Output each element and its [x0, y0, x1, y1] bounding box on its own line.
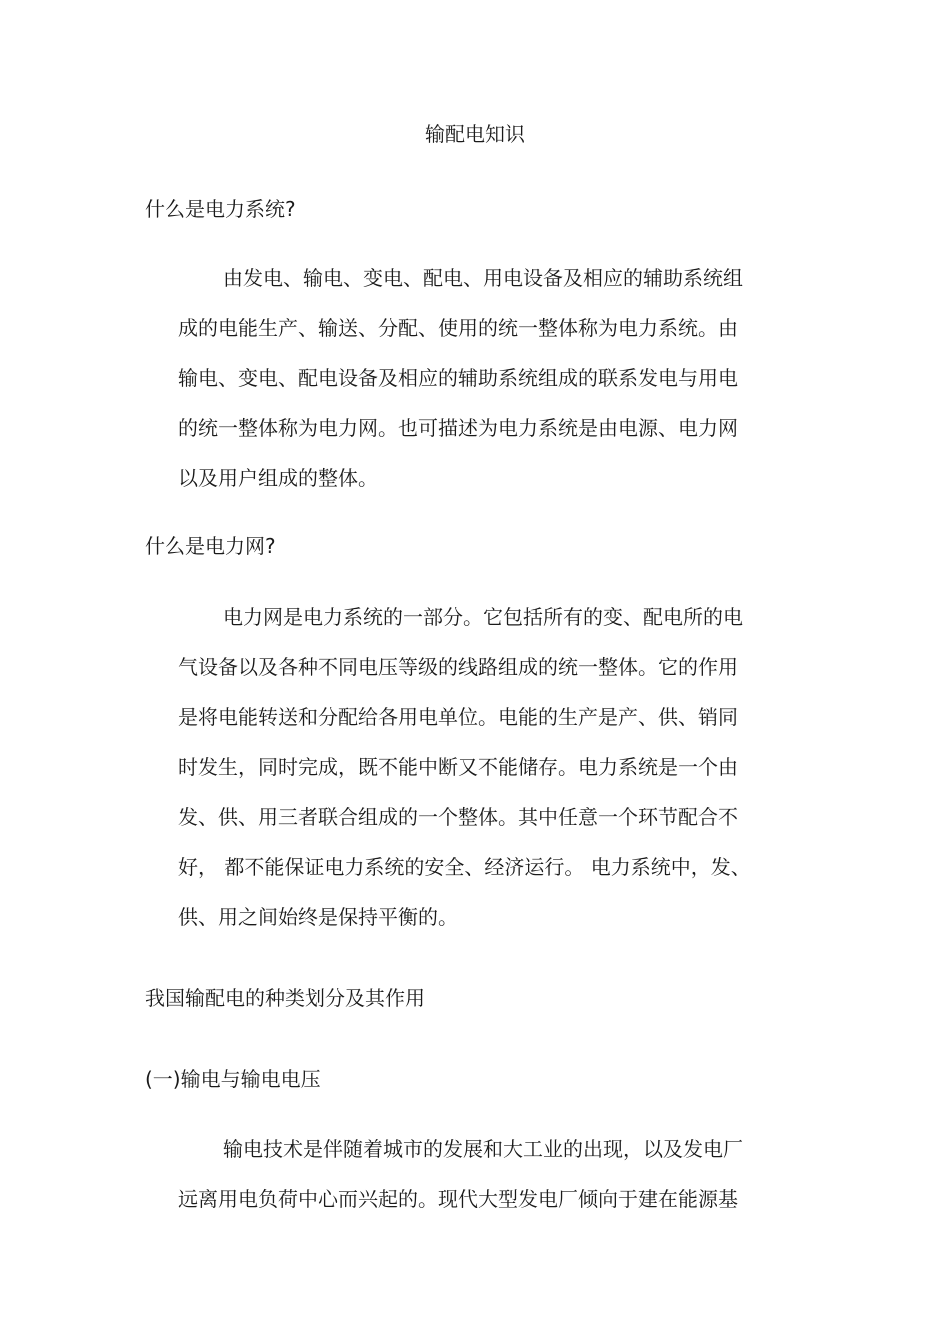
section-heading-power-system: 什么是电力系统? [145, 197, 296, 221]
paragraph-line: 成的电能生产、输送、分配、使用的统一整体称为电力系统。由 [178, 316, 738, 340]
paragraph-line: 电力网是电力系统的一部分。它包括所有的变、配电所的电 [223, 605, 743, 629]
section-heading-transmission: (一)输电与输电电压 [145, 1067, 321, 1091]
paragraph-line: 以及用户组成的整体。 [178, 466, 378, 490]
section-heading-power-grid: 什么是电力网? [145, 534, 276, 558]
paragraph-line: 远离用电负荷中心而兴起的。现代大型发电厂倾向于建在能源基 [178, 1187, 738, 1211]
paragraph-power-grid [178, 592, 808, 942]
paragraph-line: 输电技术是伴随着城市的发展和大工业的出现，以及发电厂 [223, 1137, 743, 1161]
paragraph-line: 好， 都不能保证电力系统的安全、经济运行。 电力系统中，发、 [178, 855, 751, 879]
paragraph-line: 气设备以及各种不同电压等级的线路组成的统一整体。它的作用 [178, 655, 738, 679]
paragraph-line: 的统一整体称为电力网。也可描述为电力系统是由电源、电力网 [178, 416, 738, 440]
paragraph-line: 由发电、输电、变电、配电、用电设备及相应的辅助系统组 [223, 266, 743, 290]
document-title: 输配电知识 [425, 122, 525, 146]
paragraph-line: 供、用之间始终是保持平衡的。 [178, 905, 458, 929]
paragraph-line: 是将电能转送和分配给各用电单位。电能的生产是产、供、销同 [178, 705, 738, 729]
paragraph-line: 输电、变电、配电设备及相应的辅助系统组成的联系发电与用电 [178, 366, 738, 390]
paragraph-line: 发、供、用三者联合组成的一个整体。其中任意一个环节配合不 [178, 805, 738, 829]
paragraph-transmission [178, 1124, 808, 1224]
section-heading-classification: 我国输配电的种类划分及其作用 [145, 986, 425, 1010]
paragraph-power-system [178, 253, 808, 503]
paragraph-line: 时发生，同时完成，既不能中断又不能储存。电力系统是一个由 [178, 755, 738, 779]
